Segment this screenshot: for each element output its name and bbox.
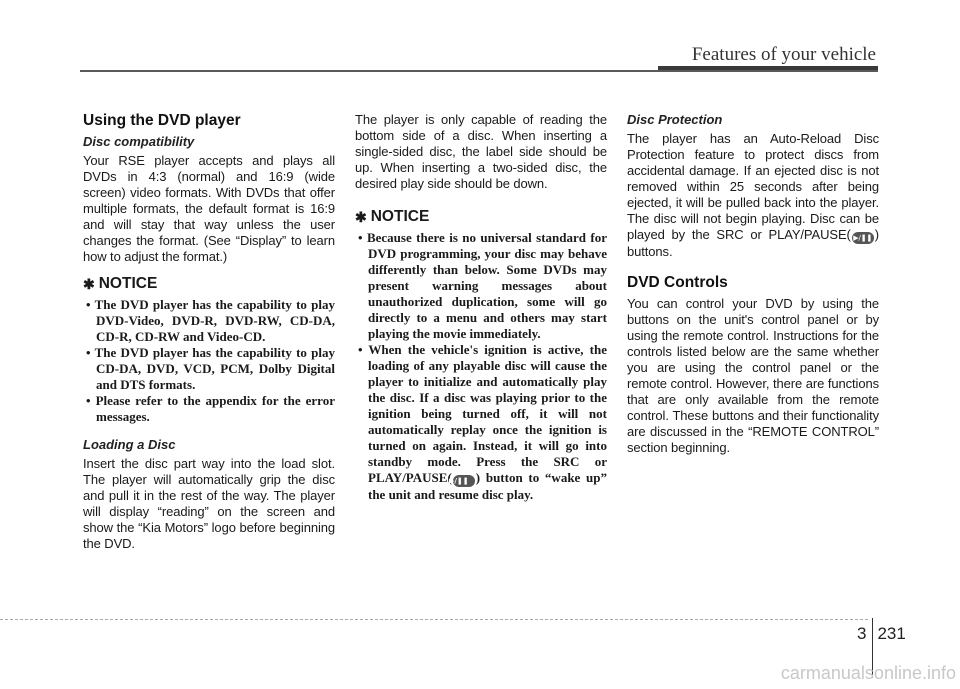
notice-text: ) button to “wake up” the unit and resume disc play. [368, 470, 607, 502]
notice-text: • When the vehicle's ignition is active, the loading of any playable disc will cause the player to initialize and automatically play the disc. If a disc was playing prior to the ignition being turned off, it will not automatically replay once the ignition is turned on again. Instead, it will go into standby mode. Press the SRC or PLAY/PAUSE( [358, 342, 607, 485]
cross-star-icon: ✱ [83, 275, 95, 292]
notice-item: • Because there is no universal standard for DVD programming, your disc may behave differently than below. Some DVDs may present warning messages about unauthorized duplication, some will go directly to a menu and others may start playing the movie immediately. [358, 230, 607, 341]
paragraph-controls: You can control your DVD by using the buttons on the unit's control panel or by using the remote control. Instructions for the controls listed below are the same whether you are using the control panel or the remote control. However, there are functions that are only available from the remote control. These buttons and their functionality are discussed in the “REMOTE CONTROL” section beginning. [627, 296, 879, 455]
paragraph-loading: Insert the disc part way into the load slot. The player will automatically grip the disc and pull it in the rest of the way. The player will display “reading” on the screen and show the “Kia Motors” logo before beginning the DVD. [83, 456, 335, 551]
subheading-disc-protection: Disc Protection [627, 112, 723, 127]
section-title: Features of your vehicle [691, 44, 876, 65]
protection-text: ) buttons. [627, 227, 879, 259]
play-pause-button-icon: ▶/❚❚ [453, 475, 475, 487]
notice-item: • The DVD player has the capability to play CD-DA, DVD, VCD, PCM, Dolby Digital and DTS formats. [86, 345, 335, 392]
notice-heading [355, 208, 607, 226]
paragraph-disc-side: The player is only capable of reading the bottom side of a disc. When inserting a single-sided disc, the label side should be up. When inserting a two-sided disc, the desired play side should be down. [355, 112, 607, 191]
heading-using-dvd: Using the DVD player [83, 112, 241, 129]
notice-item [355, 342, 607, 503]
page-number-value: 231 [877, 624, 906, 643]
chapter-number: 3 [857, 624, 867, 643]
notice-item: • The DVD player has the capability to play DVD-Video, DVD-R, DVD-RW, CD-DA, CD-R, CD-RW and Video-CD. [86, 297, 335, 344]
notice-list [355, 230, 607, 503]
footer-rule [0, 619, 868, 620]
paragraph-protection [627, 131, 879, 260]
protection-text: The player has an Auto-Reload Disc Protection feature to protect discs from accidental damage. If an ejected disc is not removed within 25 seconds after being ejected, it will be pulled back into the player. The disc will not begin playing. Disc can be played by the SRC or PLAY/PAUSE( [627, 131, 879, 242]
column-2 [355, 112, 607, 515]
notice-item: • Please refer to the appendix for the error messages. [86, 393, 335, 424]
watermark: carmanualsonline.info [780, 663, 956, 683]
subheading-disc-compatibility: Disc compatibility [83, 134, 195, 149]
notice-list [83, 297, 335, 425]
column-3 [627, 112, 879, 466]
subheading-loading-disc: Loading a Disc [83, 437, 176, 452]
notice-heading [83, 275, 335, 293]
heading-dvd-controls: DVD Controls [627, 274, 728, 291]
notice-label: NOTICE [98, 275, 158, 292]
column-1 [83, 112, 335, 562]
notice-label: NOTICE [370, 208, 430, 225]
header-rule [80, 70, 878, 72]
paragraph-compatibility: Your RSE player accepts and plays all DVDs in 4:3 (normal) and 16:9 (wide screen) video formats. With DVDs that offer multiple formats, the default format is 16:9 and will stay that way unless the user changes the format. (See “Display” to learn how to adjust the format.) [83, 153, 335, 264]
play-pause-button-icon: ▶/❚❚ [853, 234, 873, 242]
cross-star-icon: ✱ [355, 208, 367, 225]
